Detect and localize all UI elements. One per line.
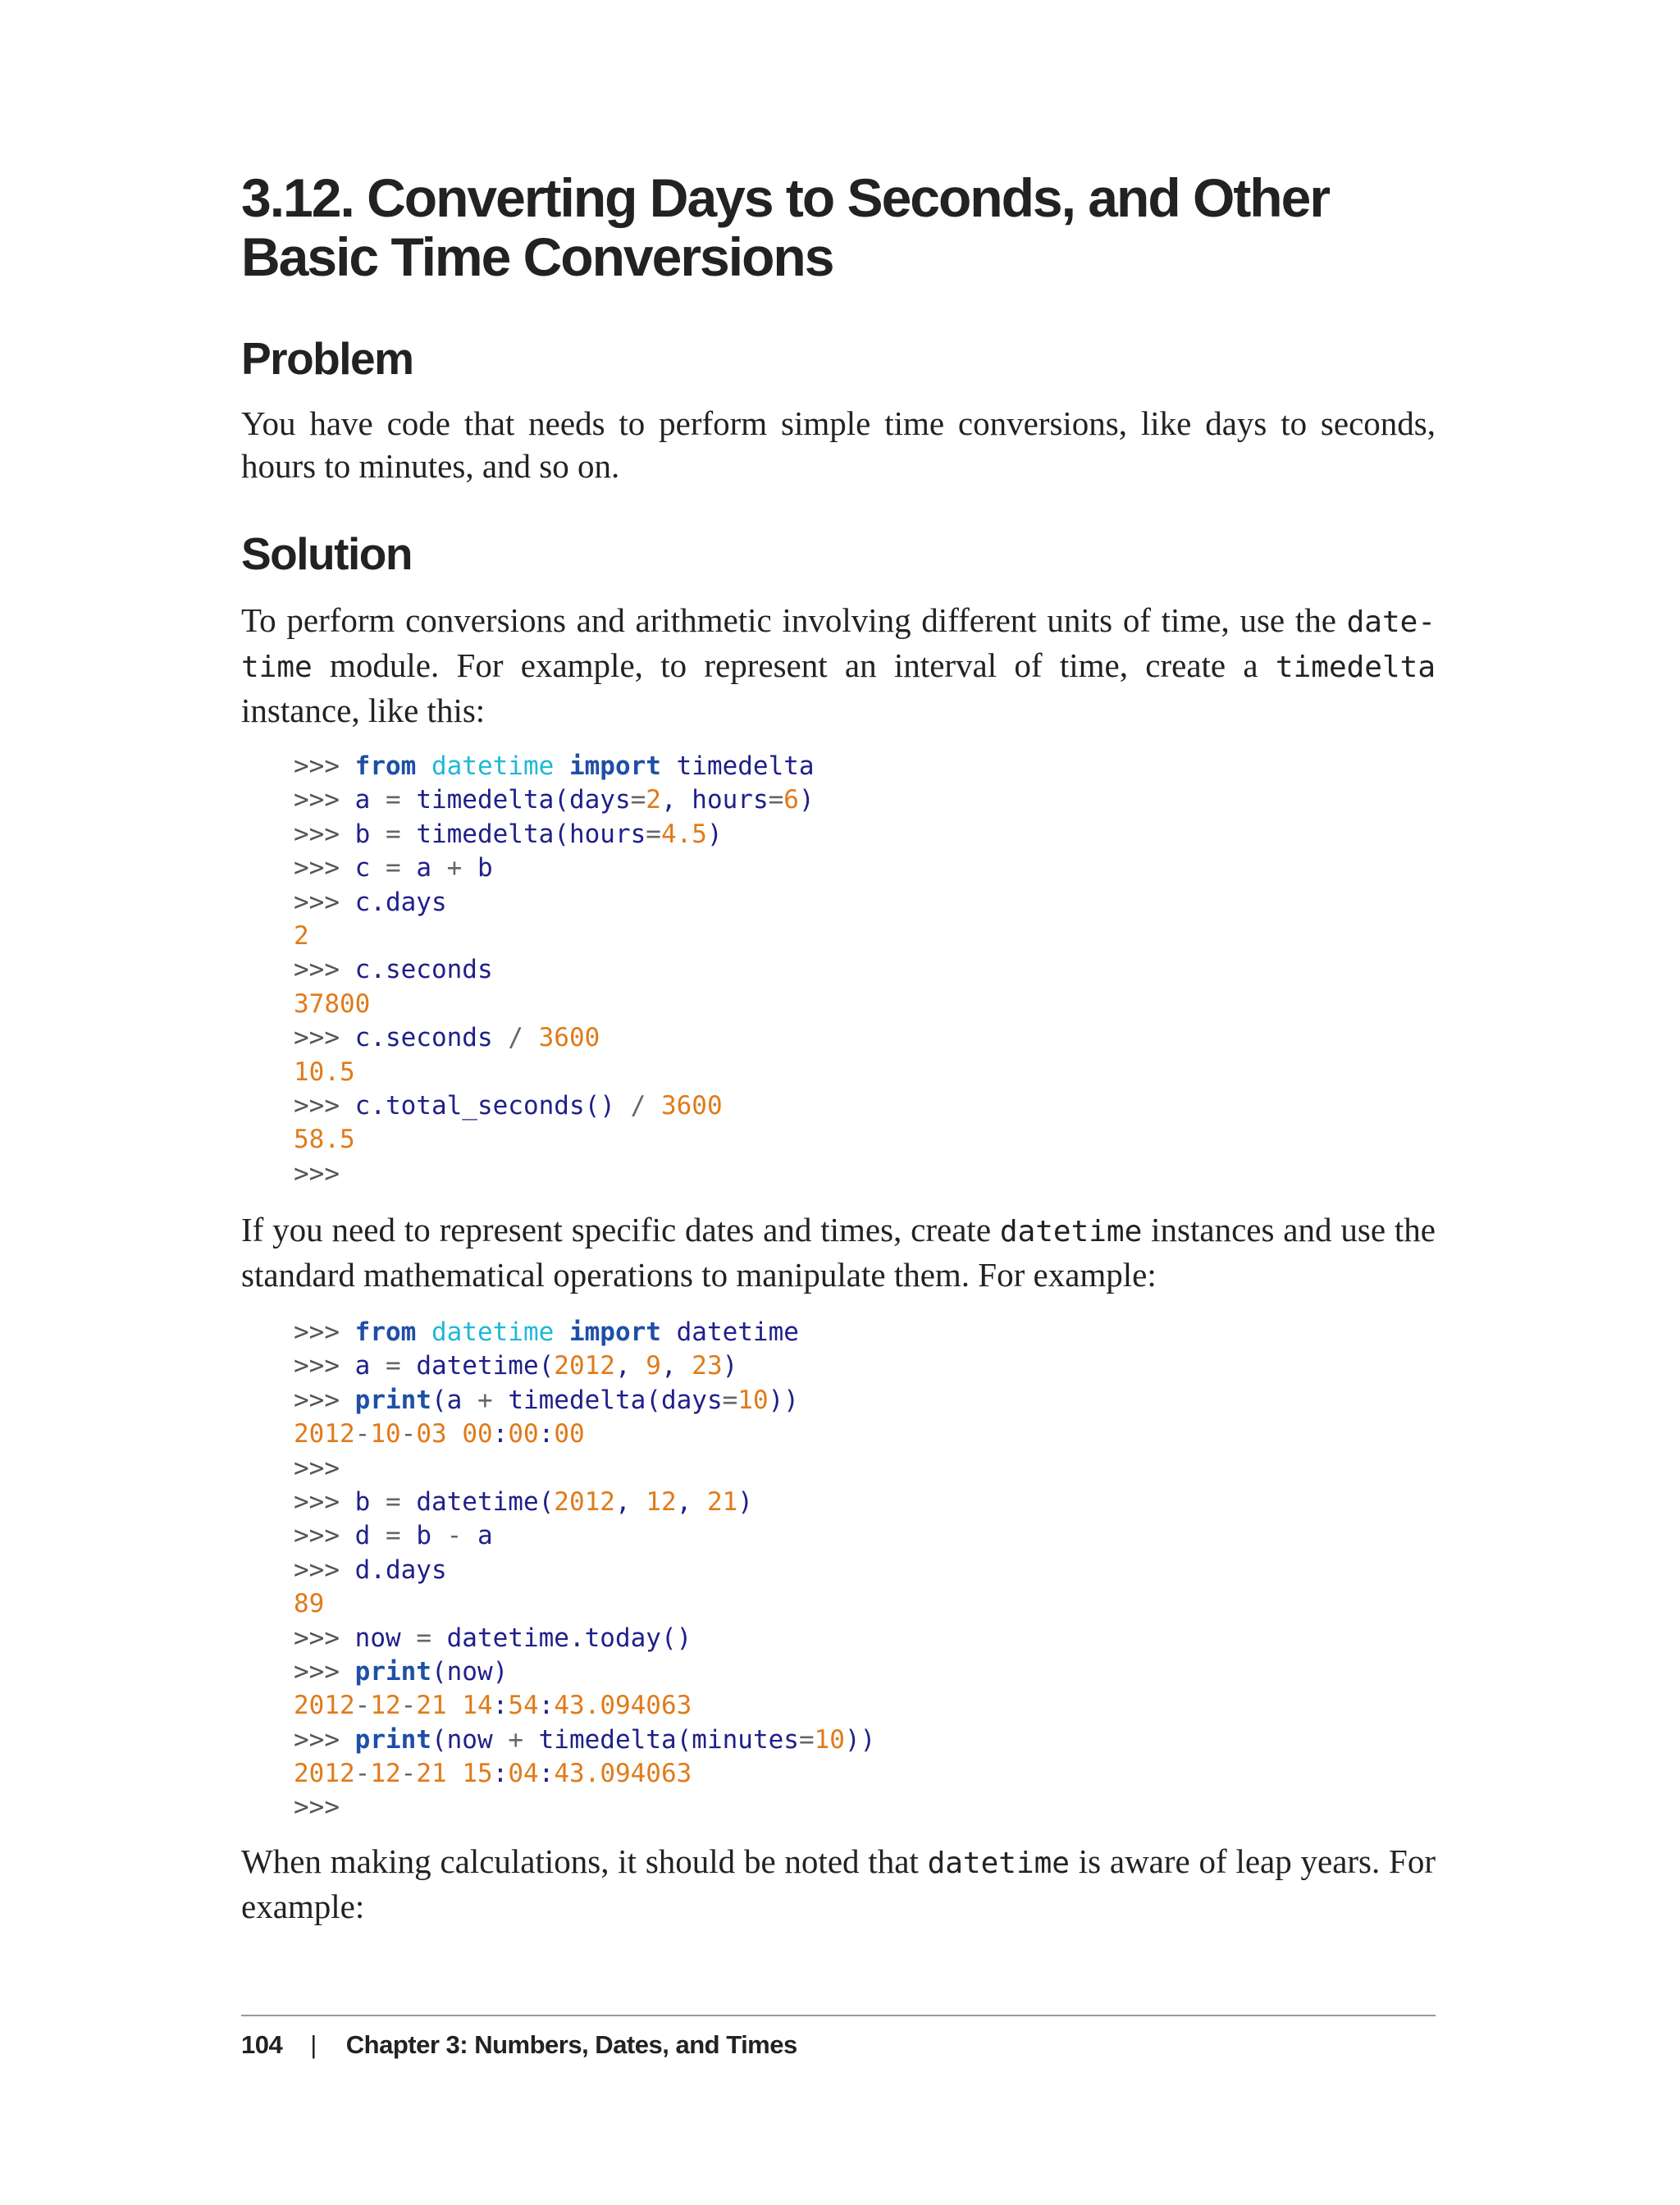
code-token: 21 [416, 1759, 447, 1789]
code-token: >>> [294, 819, 355, 849]
code-token: 14 [462, 1691, 493, 1721]
code-token: a [354, 1351, 386, 1381]
problem-text: You have code that needs to perform simple time conversions, like days to seconds, hours to minutes, and so on. [241, 404, 1436, 485]
code-token: c.seconds [354, 955, 493, 985]
code-line [294, 920, 815, 953]
code-token: a [462, 1521, 493, 1551]
code-token: 23 [692, 1351, 723, 1381]
code-token: 3600 [538, 1023, 600, 1053]
code-token: = [385, 785, 401, 815]
code-token: 04 [508, 1759, 539, 1789]
code-token: 2 [294, 920, 309, 951]
code-token: from [354, 751, 417, 781]
code-token: >>> [294, 1724, 355, 1755]
code-token: >>> [294, 1623, 355, 1653]
text-run: If you need to represent specific dates and times, create [241, 1211, 1000, 1249]
code-token: >>> [294, 1385, 355, 1415]
code-line [294, 1021, 815, 1055]
code-token: 10 [737, 1385, 769, 1415]
code-token: ) [706, 819, 723, 849]
code-token: , hours [660, 785, 769, 815]
code-token: datetime( [400, 1351, 555, 1381]
code-token: >>> [294, 1351, 355, 1381]
code-token: 2012 [554, 1351, 615, 1381]
code-token: 21 [416, 1691, 447, 1721]
code-token: = [416, 1623, 431, 1653]
code-line [294, 1519, 875, 1553]
code-token: now [354, 1623, 417, 1653]
code-line [294, 1587, 875, 1621]
code-token: 12 [646, 1486, 677, 1517]
code-block-datetime [294, 1316, 875, 1825]
code-line [294, 1757, 875, 1791]
code-token: d.days [354, 1554, 447, 1585]
code-token: timedelta(hours [400, 819, 646, 849]
code-token: : [538, 1419, 555, 1449]
code-token: timedelta [660, 751, 815, 781]
code-token: 43.094063 [554, 1759, 692, 1789]
code-token: 43.094063 [554, 1691, 692, 1721]
code-token: b [462, 853, 493, 883]
code-token [447, 1759, 463, 1788]
code-token: datetime( [400, 1486, 555, 1517]
code-token [416, 751, 431, 781]
code-token: 6 [783, 785, 799, 815]
code-token: >>> [294, 1023, 355, 1053]
code-token: datetime.today() [431, 1623, 692, 1653]
code-token: datetime [431, 1317, 555, 1347]
code-token: = [798, 1724, 815, 1755]
code-token: >>> [294, 751, 355, 781]
solution-paragraph-2 [241, 1208, 1436, 1296]
code-token: - [354, 1691, 371, 1721]
code-token: 00 [508, 1419, 539, 1449]
code-token: + [508, 1724, 523, 1755]
inline-code: datetime [927, 1847, 1070, 1880]
code-token: : [492, 1759, 509, 1789]
solution-paragraph-3 [241, 1840, 1436, 1928]
code-token [554, 751, 569, 781]
code-line [294, 988, 815, 1021]
code-token: 03 [416, 1419, 447, 1449]
code-line [294, 1089, 815, 1123]
code-token: a [354, 785, 386, 815]
code-token: 00 [462, 1419, 493, 1449]
code-token: a [400, 853, 447, 883]
code-token: )) [844, 1724, 876, 1755]
code-token: >>> [294, 887, 355, 917]
code-token: c.seconds [354, 1023, 509, 1053]
code-token: - [400, 1759, 417, 1789]
code-token: = [722, 1385, 738, 1415]
code-line [294, 1418, 875, 1451]
code-line [294, 1554, 875, 1587]
code-token: print [354, 1724, 431, 1755]
code-token: 10 [814, 1724, 845, 1755]
code-token: 2 [646, 785, 661, 815]
code-token: - [446, 1521, 463, 1551]
page-number: 104 [241, 2030, 283, 2059]
code-token: / [508, 1023, 523, 1053]
code-token [523, 1023, 539, 1052]
text-run: When making calculations, it should be noted that [241, 1842, 928, 1880]
code-line [294, 818, 815, 851]
code-token: c [354, 853, 386, 883]
code-token: b [400, 1521, 447, 1551]
code-token: 15 [462, 1759, 493, 1789]
code-token: >>> [294, 1453, 340, 1483]
text-run: is aware of leap years. For example: [241, 1842, 1436, 1925]
code-token: >>> [294, 1521, 355, 1551]
code-token: print [354, 1656, 431, 1687]
code-token: = [630, 785, 646, 815]
text-run: instance, like this: [241, 692, 486, 729]
code-token: - [354, 1759, 371, 1789]
chapter-title: Chapter 3: Numbers, Dates, and Times [345, 2030, 797, 2059]
code-token: : [492, 1419, 509, 1449]
code-token: d [354, 1521, 386, 1551]
code-token: datetime [660, 1317, 799, 1347]
code-token: , [660, 1351, 692, 1381]
code-token: >>> [294, 1158, 340, 1189]
code-token: 89 [294, 1589, 325, 1619]
code-line [294, 1486, 875, 1519]
code-token: , [614, 1486, 646, 1517]
code-block-timedelta [294, 750, 815, 1191]
code-line [294, 1349, 875, 1383]
code-token: 9 [646, 1351, 661, 1381]
code-line [294, 783, 815, 817]
code-token: 37800 [294, 988, 371, 1019]
code-token: = [646, 819, 661, 849]
code-line [294, 1384, 875, 1418]
code-token: = [385, 853, 401, 883]
solution-paragraph-1 [241, 599, 1436, 732]
code-token: print [354, 1385, 431, 1415]
code-token: = [385, 1486, 401, 1517]
code-line [294, 1689, 875, 1723]
code-token: 10.5 [294, 1057, 355, 1087]
code-token: = [385, 1351, 401, 1381]
code-token: ) [722, 1351, 738, 1381]
code-token: 3600 [660, 1090, 723, 1121]
code-token: from [354, 1317, 417, 1347]
code-token: >>> [294, 1486, 355, 1517]
code-line [294, 1622, 875, 1655]
code-token: >>> [294, 1317, 355, 1347]
code-line [294, 886, 815, 920]
page-footer [241, 2025, 797, 2066]
code-token: 2012 [294, 1759, 355, 1789]
code-line [294, 851, 815, 885]
code-token: 21 [706, 1486, 738, 1517]
code-token: - [400, 1419, 417, 1449]
code-token: - [354, 1419, 371, 1449]
code-token [447, 1419, 463, 1449]
code-token: 12 [370, 1691, 401, 1721]
code-token: >>> [294, 1792, 340, 1823]
inline-code: timedelta [1275, 651, 1436, 684]
code-token: 54 [508, 1691, 539, 1721]
code-token: b [354, 819, 386, 849]
code-token: - [400, 1691, 417, 1721]
code-token: 2012 [554, 1486, 615, 1517]
footer-divider [241, 2015, 1436, 2016]
code-token: 2012 [294, 1419, 355, 1449]
code-token: = [385, 1521, 401, 1551]
code-token: >>> [294, 1554, 355, 1585]
code-token: 58.5 [294, 1125, 355, 1155]
code-token: 12 [370, 1759, 401, 1789]
code-token: c.days [354, 887, 447, 917]
code-token [447, 1691, 463, 1720]
code-token: >>> [294, 1090, 355, 1121]
code-token: timedelta(minutes [523, 1724, 799, 1755]
code-token: ) [737, 1486, 753, 1517]
code-token: timedelta(days [492, 1385, 723, 1415]
code-token: >>> [294, 853, 355, 883]
code-token [416, 1317, 431, 1347]
code-token: 10 [370, 1419, 401, 1449]
code-token: + [477, 1385, 493, 1415]
text-run: To perform conversions and arithmetic involving different units of time, use the [241, 601, 1347, 639]
solution-heading: Solution [241, 528, 412, 579]
code-token: c.total_seconds() [354, 1090, 631, 1121]
code-token: timedelta(days [400, 785, 631, 815]
code-line [294, 1157, 815, 1191]
code-line [294, 1056, 815, 1089]
code-token: (a [431, 1385, 477, 1415]
code-token: >>> [294, 1656, 355, 1687]
code-line [294, 1452, 875, 1486]
code-token: (now) [431, 1656, 509, 1687]
code-line [294, 1791, 875, 1824]
code-line [294, 750, 815, 783]
code-token: = [768, 785, 784, 815]
code-token: import [568, 751, 661, 781]
code-token: 2012 [294, 1691, 355, 1721]
code-token: datetime [431, 751, 555, 781]
code-token: 00 [554, 1419, 585, 1449]
code-line [294, 1123, 815, 1157]
code-token [554, 1317, 569, 1347]
code-token: : [538, 1691, 555, 1721]
inline-code: datetime [999, 1215, 1143, 1249]
problem-heading: Problem [241, 333, 413, 384]
code-token: ) [798, 785, 815, 815]
footer-separator: | [310, 2030, 317, 2059]
code-token: )) [768, 1385, 799, 1415]
code-line [294, 953, 815, 987]
code-token: : [538, 1759, 555, 1789]
code-token: >>> [294, 785, 355, 815]
code-token: : [492, 1691, 509, 1721]
code-token: b [354, 1486, 386, 1517]
code-token: , [676, 1486, 707, 1517]
code-token: >>> [294, 955, 355, 985]
inline-code: datetime [241, 605, 1436, 684]
code-line [294, 1316, 875, 1349]
section-heading: 3.12. Converting Days to Seconds, and Other Basic Time Conversions [241, 167, 1330, 287]
code-token: , [614, 1351, 646, 1381]
code-token: (now [431, 1724, 509, 1755]
text-run: instances and use the standard mathematical operations to manipulate them. For example: [241, 1211, 1436, 1294]
text-run: module. For example, to represent an interval of time, create a [312, 646, 1276, 684]
code-line [294, 1723, 875, 1757]
code-token: + [446, 853, 463, 883]
code-line [294, 1655, 875, 1689]
code-token: import [568, 1317, 661, 1347]
code-token: = [385, 819, 401, 849]
code-token: 4.5 [660, 819, 707, 849]
code-token: / [630, 1090, 646, 1121]
code-token [646, 1091, 661, 1121]
